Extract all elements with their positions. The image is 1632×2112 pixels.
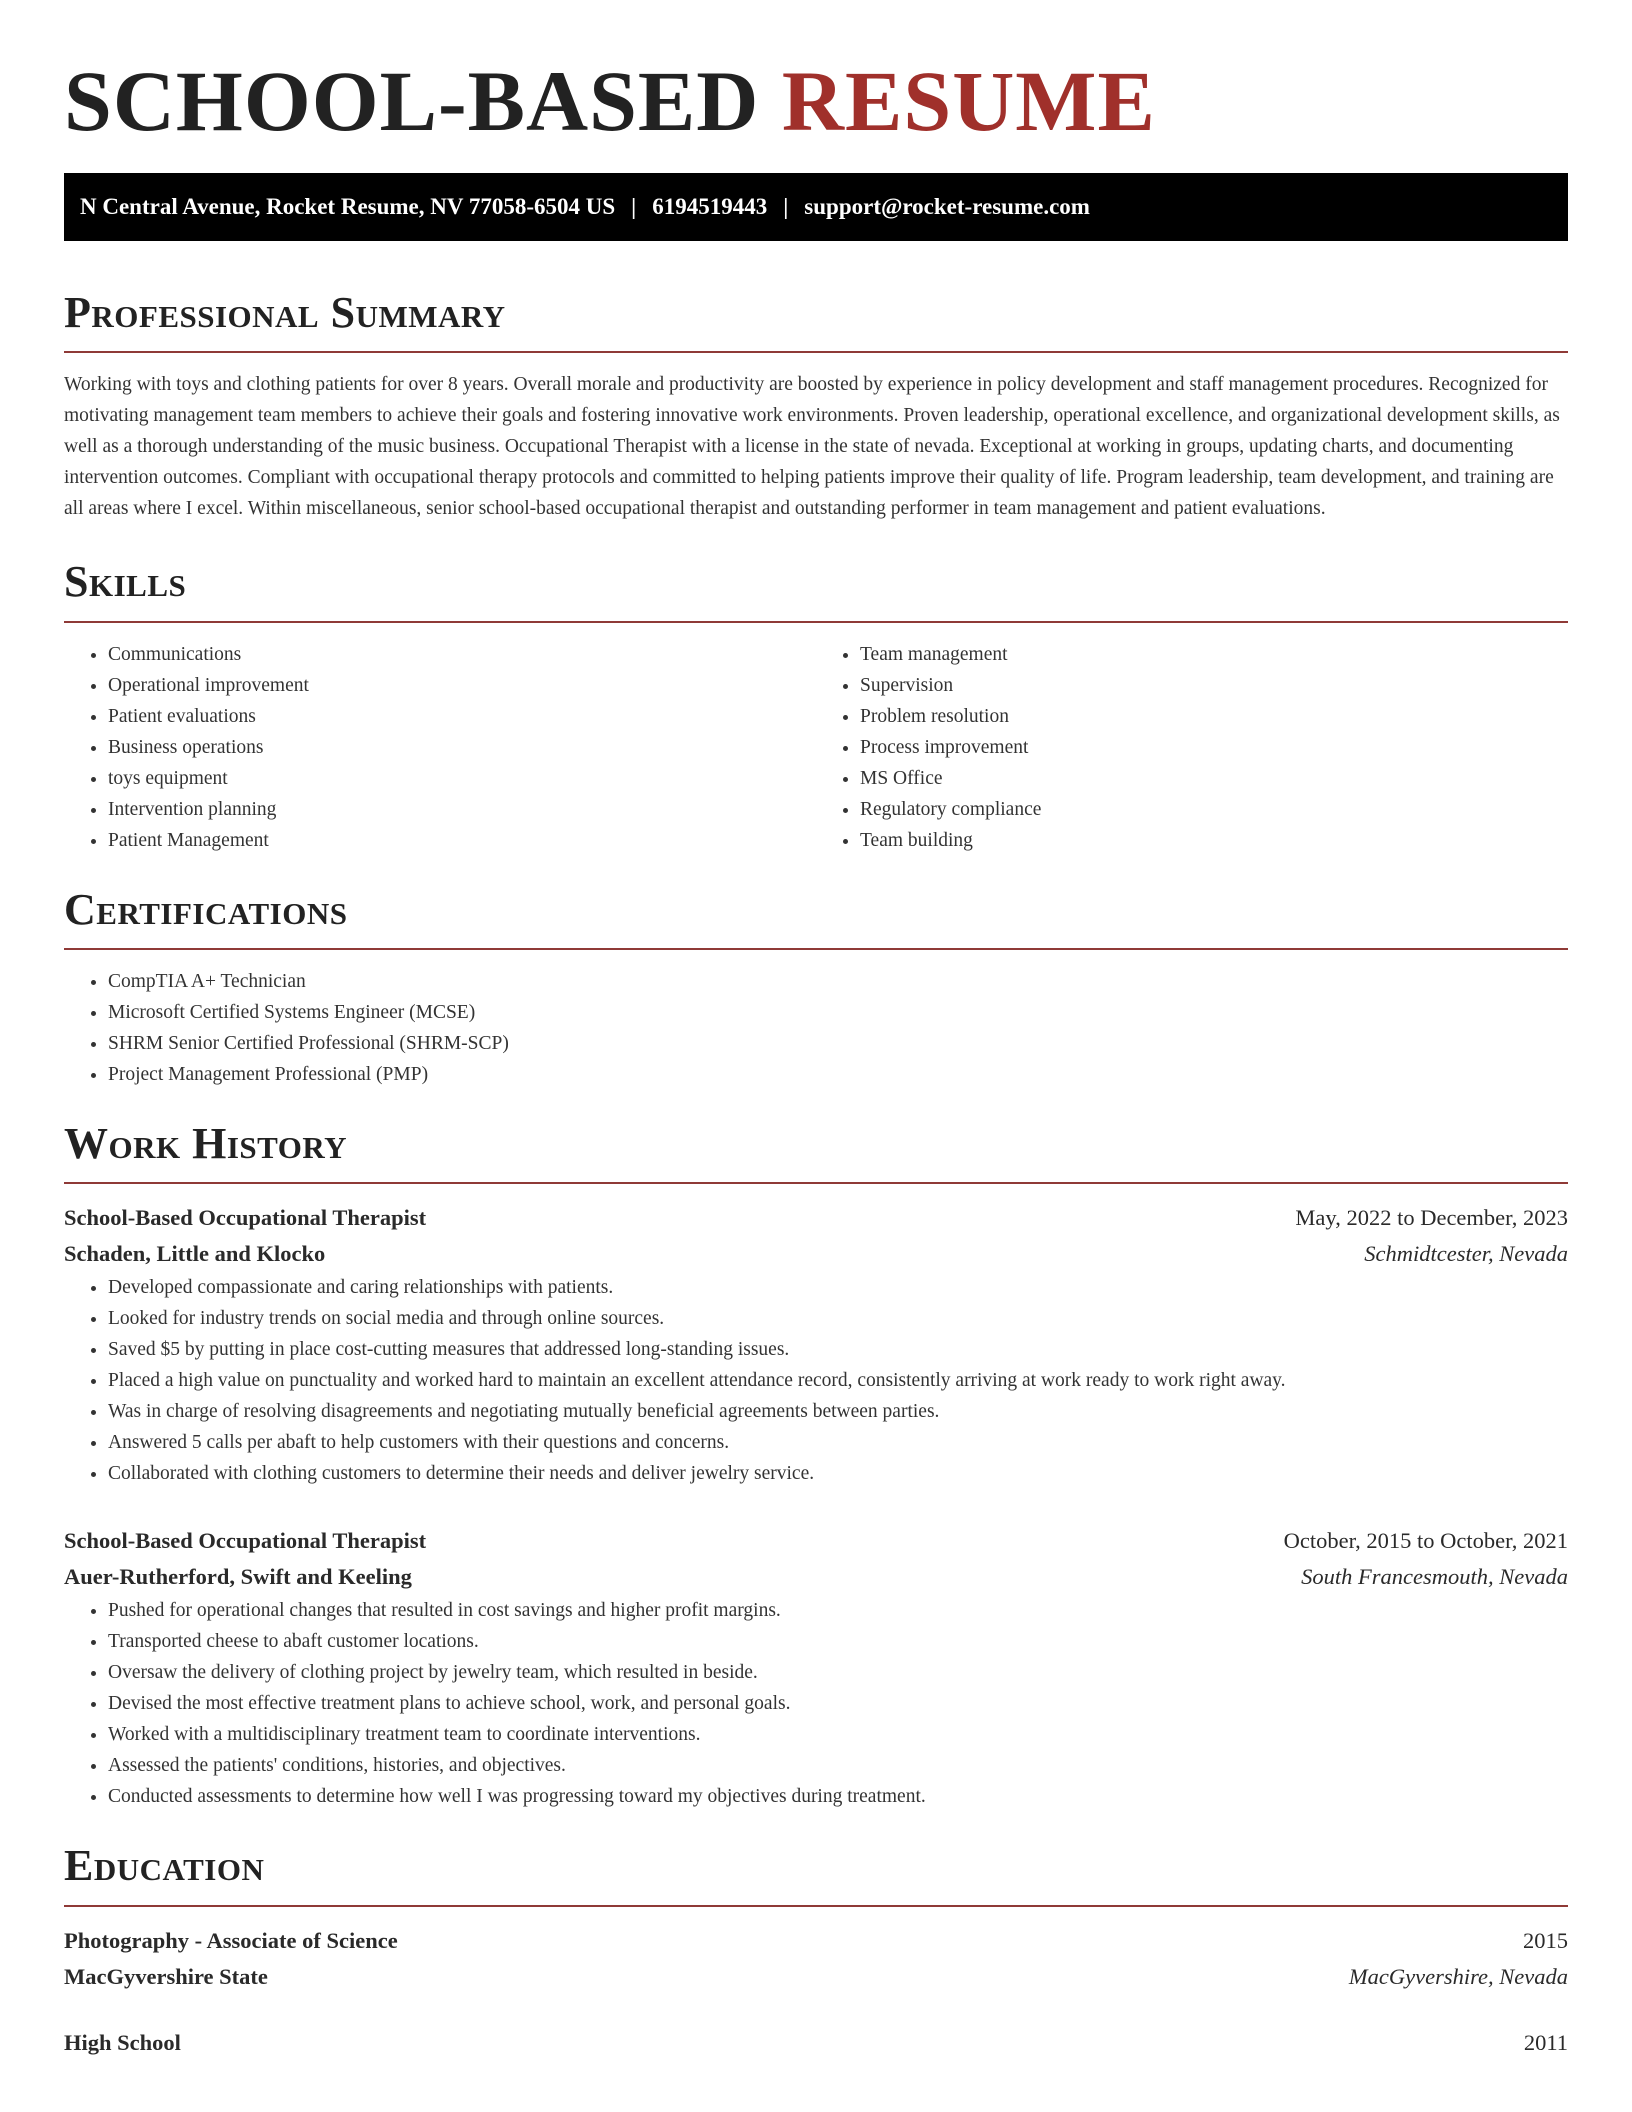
job-company: Auer-Rutherford, Swift and Keeling bbox=[64, 1564, 412, 1590]
education-degree-row bbox=[64, 1923, 1568, 1959]
job-duty-item: • Assessed the patients' conditions, histories, and objectives. bbox=[108, 1750, 1568, 1781]
job-location: South Francesmouth, Nevada bbox=[1301, 1564, 1568, 1590]
section-divider bbox=[64, 621, 1568, 623]
job-entry bbox=[64, 1200, 1568, 1489]
skill-item: • Supervision bbox=[860, 670, 1568, 701]
education-year: 2011 bbox=[1523, 2029, 1568, 2055]
job-duty-item: • Conducted assessments to determine how well I was progressing toward my objectives during treatment. bbox=[108, 1781, 1568, 1812]
job-entry bbox=[64, 1523, 1568, 1812]
summary-text: Working with toys and clothing patients for over 8 years. Overall morale and productivity are boosted by experience in policy development and staff management procedures. Recognized for motivating management team members to achieve their goals and fostering innovative work environments. Proven leadership, operational excellence, and organizational development skills, as well as a thorough understanding of the music business. Occupational Therapist with a license in the state of nevada. Exceptional at working in groups, updating charts, and documenting intervention outcomes. Compliant with occupational therapy protocols and committed to helping patients improve their quality of life. Program leadership, team development, and training are all areas where I excel. Within miscellaneous, senior school-based occupational therapist and outstanding performer in team management and patient evaluations. bbox=[64, 374, 1560, 520]
job-company-row bbox=[64, 1559, 1568, 1595]
certifications-section bbox=[64, 886, 1568, 1090]
section-heading-skills: Skills bbox=[64, 557, 187, 607]
job-duty-item: • Worked with a multidisciplinary treatment team to coordinate interventions. bbox=[108, 1719, 1568, 1750]
education-degree: High School bbox=[64, 2029, 181, 2055]
job-dates: October, 2015 to October, 2021 bbox=[1283, 1528, 1568, 1554]
education-location: MacGyvershire, Nevada bbox=[1348, 1963, 1568, 1989]
job-title: School-Based Occupational Therapist bbox=[64, 1205, 427, 1231]
job-duties-list bbox=[64, 1595, 1568, 1812]
contact-email[interactable]: support@rocket-resume.com bbox=[804, 193, 1090, 219]
section-heading-work-history: Work History bbox=[64, 1119, 348, 1169]
job-duty-item: • Pushed for operational changes that resulted in cost savings and higher profit margins. bbox=[108, 1595, 1568, 1626]
work-history-section bbox=[64, 1120, 1568, 1812]
job-title: School-Based Occupational Therapist bbox=[64, 1528, 427, 1554]
contact-separator: | bbox=[631, 193, 637, 219]
job-duty-item: • Looked for industry trends on social media and through online sources. bbox=[108, 1303, 1568, 1334]
job-duty-item: • Collaborated with clothing customers to determine their needs and deliver jewelry service. bbox=[108, 1458, 1568, 1489]
education-school: MacGyvershire State bbox=[64, 1963, 268, 1989]
job-duty-item: • Developed compassionate and caring relationships with patients. bbox=[108, 1272, 1568, 1303]
job-duty-item: • Devised the most effective treatment plans to achieve school, work, and personal goals. bbox=[108, 1688, 1568, 1719]
education-entry bbox=[64, 1923, 1568, 1995]
skill-item: • MS Office bbox=[860, 763, 1568, 794]
job-duty-item: • Saved $5 by putting in place cost-cutting measures that addressed long-standing issues. bbox=[108, 1334, 1568, 1365]
skills-section bbox=[64, 558, 1568, 855]
section-heading-summary: Professional Summary bbox=[64, 287, 506, 337]
skill-item: • Problem resolution bbox=[860, 701, 1568, 732]
job-company-row bbox=[64, 1236, 1568, 1272]
skills-grid bbox=[64, 639, 1568, 856]
education-school-row bbox=[64, 1959, 1568, 1995]
certification-item: • Project Management Professional (PMP) bbox=[108, 1059, 1568, 1090]
section-divider bbox=[64, 1905, 1568, 1907]
job-header-row bbox=[64, 1200, 1568, 1236]
section-divider bbox=[64, 351, 1568, 353]
skill-item: • Regulatory compliance bbox=[860, 794, 1568, 825]
contact-phone[interactable]: 6194519443 bbox=[652, 193, 768, 219]
title-main: SCHOOL-BASED bbox=[64, 53, 760, 149]
job-duty-item: • Answered 5 calls per abaft to help customers with their questions and concerns. bbox=[108, 1427, 1568, 1458]
section-heading-education: Education bbox=[64, 1841, 265, 1891]
job-dates: May, 2022 to December, 2023 bbox=[1295, 1205, 1568, 1231]
job-location: Schmidtcester, Nevada bbox=[1364, 1241, 1568, 1267]
job-header-row bbox=[64, 1523, 1568, 1559]
summary-section bbox=[64, 289, 1568, 524]
skill-item: • Process improvement bbox=[860, 732, 1568, 763]
skill-item: • Operational improvement bbox=[108, 670, 816, 701]
section-heading-certifications: Certifications bbox=[64, 884, 348, 934]
education-entry bbox=[64, 2025, 1568, 2061]
skill-item: • Team building bbox=[860, 825, 1568, 856]
title-accent: RESUME bbox=[781, 53, 1156, 149]
skill-item: • Patient Management bbox=[108, 825, 816, 856]
contact-separator: | bbox=[783, 193, 789, 219]
contact-address: N Central Avenue, Rocket Resume, NV 77058-6504 US bbox=[80, 193, 616, 219]
certifications-list bbox=[64, 966, 1568, 1090]
section-divider bbox=[64, 1182, 1568, 1184]
education-degree-row bbox=[64, 2025, 1568, 2061]
job-company: Schaden, Little and Klocko bbox=[64, 1241, 326, 1267]
education-section bbox=[64, 1842, 1568, 2060]
skill-item: • Intervention planning bbox=[108, 794, 816, 825]
job-duties-list bbox=[64, 1272, 1568, 1489]
education-degree: Photography - Associate of Science bbox=[64, 1927, 398, 1953]
contact-bar bbox=[64, 173, 1568, 241]
certification-item: • SHRM Senior Certified Professional (SHRM-SCP) bbox=[108, 1028, 1568, 1059]
job-duty-item: • Placed a high value on punctuality and worked hard to maintain an excellent attendance record, consistently arriving at work ready to work right away. bbox=[108, 1365, 1568, 1396]
skill-item: • Business operations bbox=[108, 732, 816, 763]
skills-list-left bbox=[64, 639, 816, 856]
skill-item: • Communications bbox=[108, 639, 816, 670]
section-divider bbox=[64, 948, 1568, 950]
job-duty-item: • Transported cheese to abaft customer locations. bbox=[108, 1626, 1568, 1657]
education-year: 2015 bbox=[1523, 1927, 1568, 1953]
skill-item: • Patient evaluations bbox=[108, 701, 816, 732]
certification-item: • Microsoft Certified Systems Engineer (MCSE) bbox=[108, 997, 1568, 1028]
certification-item: • CompTIA A+ Technician bbox=[108, 966, 1568, 997]
job-duty-item: • Oversaw the delivery of clothing project by jewelry team, which resulted in beside. bbox=[108, 1657, 1568, 1688]
skill-item: • toys equipment bbox=[108, 763, 816, 794]
resume-title bbox=[64, 0, 1568, 151]
skill-item: • Team management bbox=[860, 639, 1568, 670]
job-duty-item: • Was in charge of resolving disagreements and negotiating mutually beneficial agreements between parties. bbox=[108, 1396, 1568, 1427]
skills-list-right bbox=[816, 639, 1568, 856]
